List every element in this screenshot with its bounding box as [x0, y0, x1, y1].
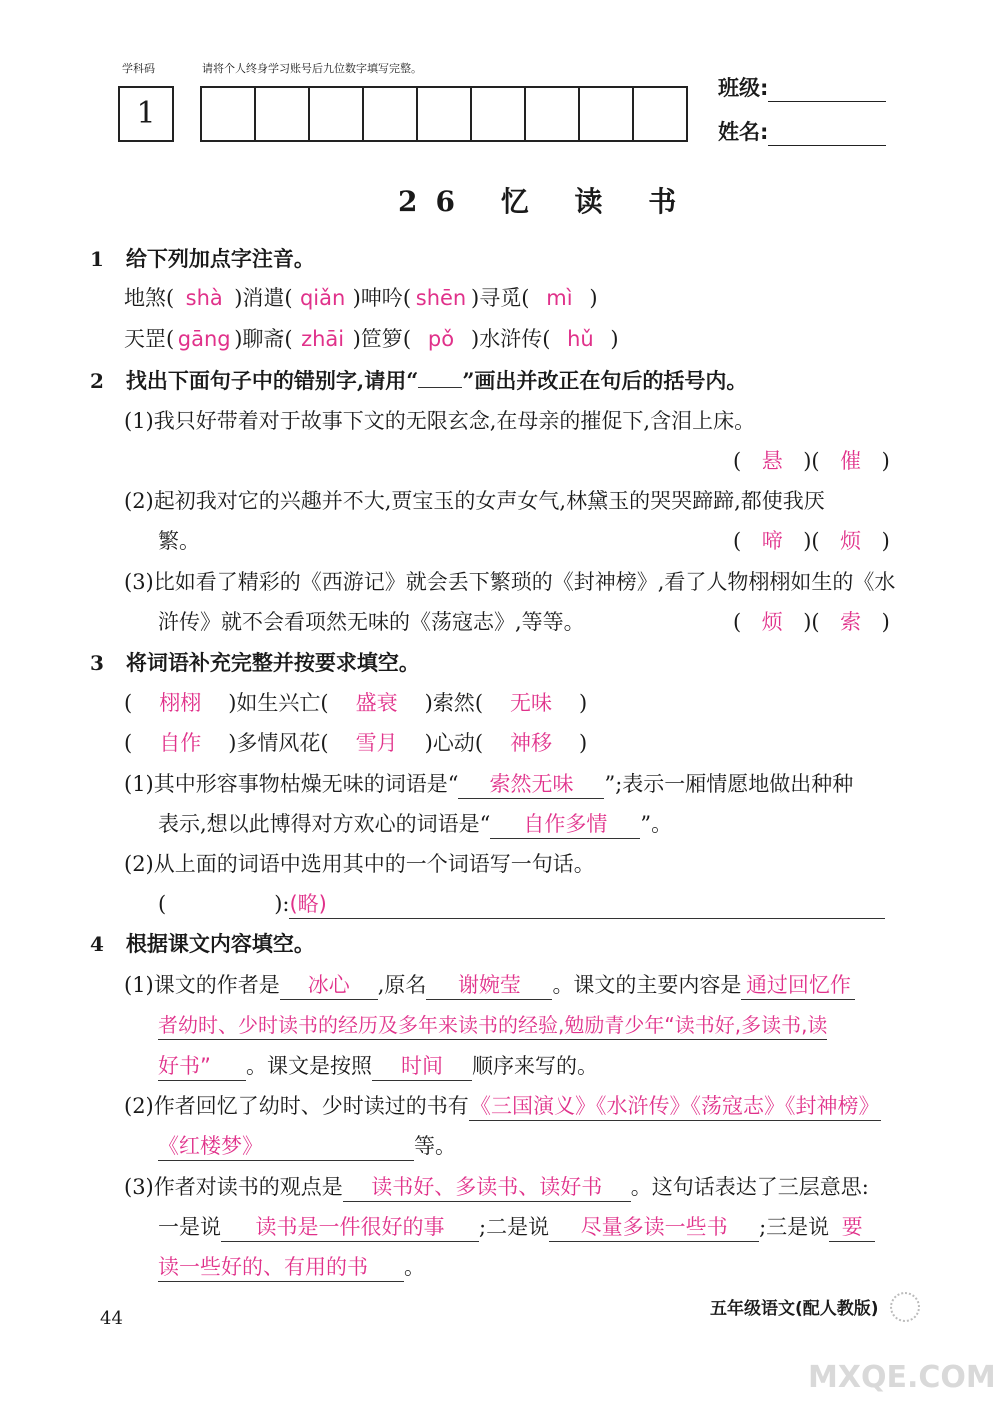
q3-words-row-2: ( 自作 )多情风花( 雪月 )心动( 神移 ) — [124, 731, 588, 755]
q4-part-1a: (1)课文的作者是 冰心 ,原名 谢婉莹 。课文的主要内容是 通过回忆作 — [124, 970, 855, 1000]
q4-part-3a: (3)作者对读书的观点是 读书好、多读书、读好书 。这句话表达了三层意思: — [124, 1172, 869, 1202]
q2-sentence-3a: (3)比如看了精彩的《西游记》就会丢下繁琐的《封神榜》,看了人物栩栩如生的《水 — [124, 570, 896, 594]
name-field[interactable] — [718, 116, 886, 146]
q1-word: 呻吟 — [360, 286, 403, 310]
subject-code-label: 学科码 — [122, 62, 155, 75]
q1-word: 笸箩 — [360, 327, 403, 351]
q4-part-3b: 一是说 读书是一件很好的事 ;二是说 尽量多读一些书 ;三是说 要 — [158, 1212, 875, 1242]
digit-box[interactable] — [634, 88, 686, 140]
q4-part-3c: 读一些好的、有用的书 。 — [158, 1252, 425, 1282]
q3-words-row-1: ( 栩栩 )如生兴亡( 盛衰 )索然( 无味 ) — [124, 691, 588, 715]
q4-part-1c: 好书” 。课文是按照 时间 顺序来写的。 — [158, 1051, 598, 1081]
q1-answer: qiǎn — [299, 286, 346, 310]
q2-sentence-2b: 繁。 — [158, 529, 200, 553]
q1-word: 寻觅 — [479, 286, 522, 310]
q4-part-2b: 《红楼梦》 等。 — [158, 1131, 456, 1161]
q2-answer-1: ( 悬 )( 催 ) — [733, 449, 890, 473]
class-label: 班级: — [718, 76, 769, 100]
name-label: 姓名: — [718, 120, 769, 144]
digit-box[interactable] — [364, 88, 418, 140]
q4-part-2a: (2)作者回忆了幼时、少时读过的书有《三国演义》《水浒传》《荡寇志》《封神榜》 — [124, 1091, 881, 1121]
q1-word: 水浒传 — [479, 327, 543, 351]
q1-row-2: 天罡( gāng )聊斋( zhāi )笸箩( pǒ )水浒传( hǔ ) — [124, 324, 619, 354]
q1-stem: 1 给下列加点字注音。 — [90, 246, 315, 271]
q3-part-2: (2)从上面的词语中选用其中的一个词语写一句话。 — [124, 852, 595, 876]
digit-box[interactable] — [580, 88, 634, 140]
digit-box[interactable] — [472, 88, 526, 140]
sun-icon — [890, 1292, 920, 1322]
q1-answer: gāng — [177, 327, 231, 351]
digit-box[interactable] — [526, 88, 580, 140]
q2-stem: 2 找出下面句子中的错别字,请用“ ”画出并改正在句后的括号内。 — [90, 368, 748, 393]
q1-word: 消遣 — [242, 286, 285, 310]
q2-answer-2: ( 啼 )( 烦 ) — [733, 529, 890, 553]
q1-word: 聊斋 — [242, 327, 285, 351]
q2-answer-3: ( 烦 )( 索 ) — [733, 610, 890, 634]
q1-answer: mì — [546, 286, 573, 310]
q1-answer: zhāi — [301, 327, 345, 351]
q2-sentence-3b: 浒传》就不会看项然无味的《荡寇志》,等等。 — [158, 610, 585, 634]
q1-answer: shēn — [415, 286, 467, 310]
q2-sentence-1: (1)我只好带着对于故事下文的无限玄念,在母亲的摧促下,含泪上床。 — [124, 409, 756, 433]
class-field[interactable] — [718, 72, 886, 102]
q1-answer: hǔ — [567, 327, 594, 351]
q1-row-1: 地煞( shà )消遣( qiǎn )呻吟( shēn )寻觅( mì ) — [124, 283, 598, 313]
q1-answer: pǒ — [427, 327, 455, 351]
book-title: 五年级语文(配人教版) — [710, 1299, 879, 1319]
q3-part-1a: (1)其中形容事物枯燥无味的词语是“ 索然无味 ”;表示一厢情愿地做出种种 — [124, 769, 853, 799]
page-number: 44 — [100, 1308, 123, 1329]
q4-stem: 4 根据课文内容填空。 — [90, 931, 315, 956]
digit-box[interactable] — [310, 88, 364, 140]
account-hint: 请将个人终身学习账号后九位数字填写完整。 — [202, 62, 422, 75]
q1-word: 天罡 — [124, 327, 166, 351]
q1-word: 地煞 — [124, 286, 166, 310]
watermark: MXQE.COM — [808, 1360, 996, 1395]
lesson-title: 26 忆 读 书 — [398, 185, 695, 218]
subject-code-box: 1 — [118, 86, 174, 142]
q4-part-1b: 者幼时、少时读书的经历及多年来读书的经验,勉励青少年“读书好,多读书,读 — [158, 1010, 827, 1040]
q2-sentence-2a: (2)起初我对它的兴趣并不大,贾宝玉的女声女气,林黛玉的哭哭蹄蹄,都使我厌 — [124, 489, 825, 513]
q3-part-2-answer: ( ):(略) — [158, 889, 885, 919]
digit-box[interactable] — [256, 88, 310, 140]
account-digit-boxes[interactable] — [200, 86, 688, 142]
q1-answer: shà — [185, 286, 223, 310]
q3-stem: 3 将词语补充完整并按要求填空。 — [90, 650, 420, 675]
q3-part-1b: 表示,想以此博得对方欢心的词语是“ 自作多情 ”。 — [158, 809, 672, 839]
digit-box[interactable] — [202, 88, 256, 140]
digit-box[interactable] — [418, 88, 472, 140]
